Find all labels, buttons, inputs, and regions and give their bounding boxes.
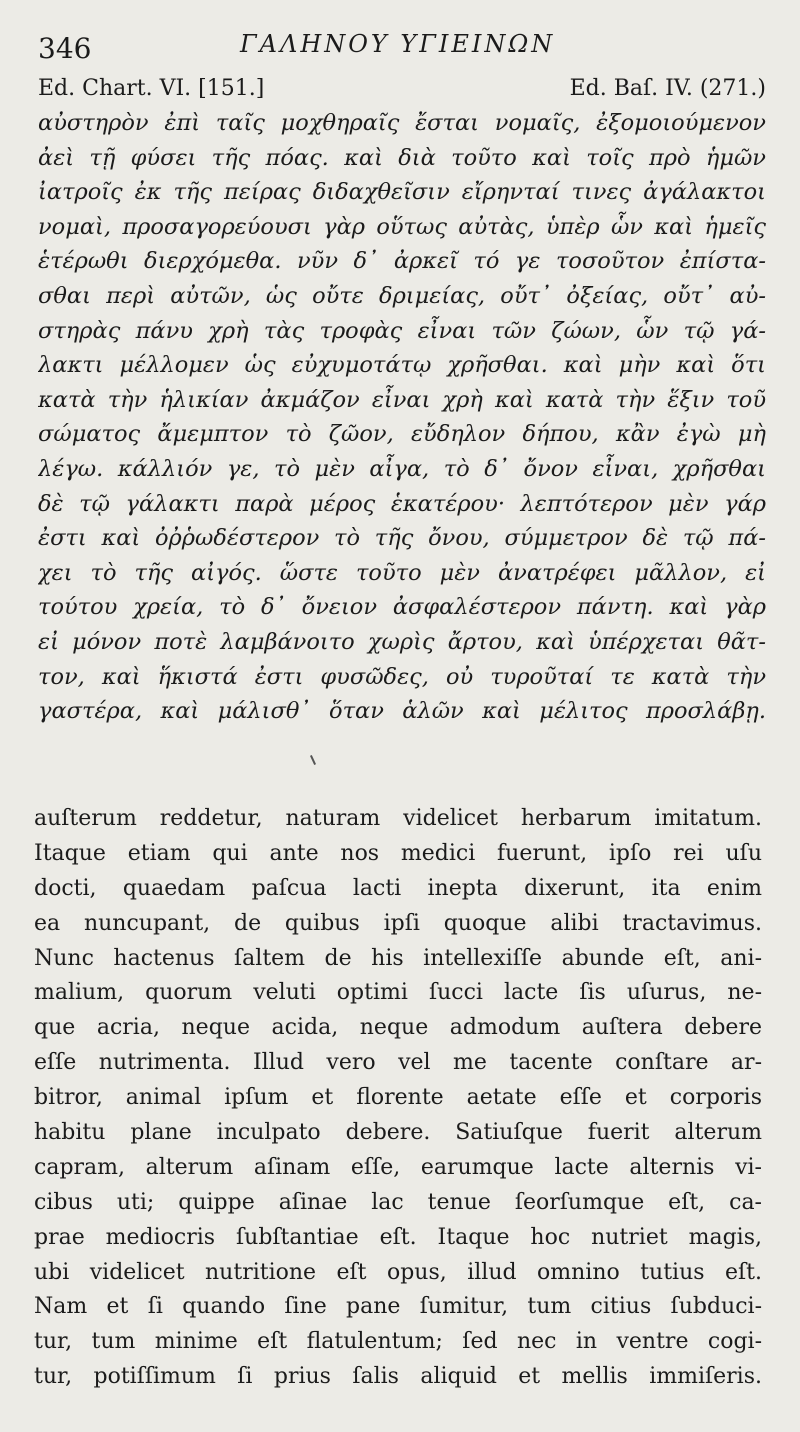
greek-text-line: σώματος ἄμεμπτον τὸ ζῶον, εὔδηλον δήπου, κἂν ἐγὼ μὴ <box>38 421 766 448</box>
greek-text-line: ἀεὶ τῇ φύσει τῆς πόας. καὶ διὰ τοῦτο καὶ τοῖς πρὸ ἡμῶν <box>38 144 766 171</box>
latin-text-line: tur, tum minime eſt flatulentum; ſed nec in ventre cogi- <box>34 1329 762 1355</box>
latin-text-block <box>34 802 762 1395</box>
greek-text-line: αὐστηρὸν ἐπὶ ταῖς μοχθηραῖς ἔσται νομαῖς, ἐξομοιούμενον <box>38 110 766 136</box>
page-number: 346 <box>38 32 92 65</box>
latin-text-line: Itaque etiam qui ante nos medici fuerunt, ipſo rei uſu <box>34 840 762 866</box>
latin-text-line: cibus uti; quippe aſinae lac tenue ſeorſumque eſt, ca- <box>34 1189 762 1215</box>
greek-text-line: τον, καὶ ἥκιστά ἐστι φυσῶδες, οὐ τυροῦταί τε κατὰ τὴν <box>38 663 766 690</box>
stray-mark <box>310 755 316 765</box>
greek-text-line: δὲ τῷ γάλακτι παρὰ μέρος ἑκατέρου· λεπτότερον μὲν γάρ <box>38 490 766 517</box>
latin-text-line: bitror, animal ipſum et florente aetate eſſe et corporis <box>34 1085 762 1111</box>
greek-text-line: σθαι περὶ αὐτῶν, ὡς οὔτε δριμείας, οὔτ᾽ ὀξείας, οὔτ᾽ αὐ- <box>38 282 766 309</box>
greek-text-line: νομαὶ, προσαγορεύουσι γὰρ οὕτως αὐτὰς, ὑπὲρ ὧν καὶ ἡμεῖς <box>38 213 766 240</box>
latin-text-line: que acria, neque acida, neque admodum auſtera debere <box>34 1015 762 1041</box>
latin-text-line: Nunc hactenus ſaltem de his intellexiſſe abunde eſt, ani- <box>34 945 762 971</box>
running-head <box>0 0 800 70</box>
greek-text-line: κατὰ τὴν ἡλικίαν ἀκμάζον εἶναι χρὴ καὶ κατὰ τὴν ἕξιν τοῦ <box>38 386 766 413</box>
greek-text-line: χει τὸ τῆς αἰγός. ὥστε τοῦτο μὲν ἀνατρέφει μᾶλλον, εἰ <box>38 559 766 586</box>
latin-text-line: habitu plane inculpato debere. Satiuſque fuerit alterum <box>34 1120 762 1146</box>
edition-reference-basel: Ed. Baſ. IV. (271.) <box>569 76 766 101</box>
latin-text-line: docti, quaedam paſcua lacti inepta dixerunt, ita enim <box>34 875 762 901</box>
latin-text-line: malium, quorum veluti optimi ſucci lacte ſis uſurus, ne- <box>34 980 762 1006</box>
edition-reference-chartier: Ed. Chart. VI. [151.] <box>38 76 265 101</box>
greek-text-line: ἰατροῖς ἐκ τῆς πείρας διδαχθεῖσιν εἴρηνταί τινες ἀγάλακτοι <box>38 179 766 206</box>
latin-text-line: tur, potiſſimum ſi prius ſalis aliquid et mellis immiſeris. <box>34 1364 762 1390</box>
running-title: ΓΑΛΗΝΟΥ ΥΓΙΕΙΝΩΝ <box>240 30 556 58</box>
greek-text-line: λέγω. κάλλιόν γε, τὸ μὲν αἶγα, τὸ δ᾽ ὄνον εἶναι, χρῆσθαι <box>38 455 766 482</box>
greek-text-line: εἰ μόνον ποτὲ λαμβάνοιτο χωρὶς ἄρτου, καὶ ὑπέρχεται θᾶτ- <box>38 628 766 655</box>
latin-text-line: ubi videlicet nutritione eſt opus, illud omnino tutius eſt. <box>34 1259 762 1285</box>
latin-text-line: capram, alterum aſinam eſſe, earumque lacte alternis vi- <box>34 1154 762 1180</box>
greek-text-block <box>38 106 766 729</box>
greek-text-line: τούτου χρεία, τὸ δ᾽ ὄνειον ἀσφαλέστερον πάντη. καὶ γὰρ <box>38 594 766 621</box>
latin-text-line: prae mediocris ſubſtantiae eſt. Itaque hoc nutriet magis, <box>34 1224 762 1250</box>
greek-text-line: γαστέρα, καὶ μάλισθ᾽ ὅταν ἁλῶν καὶ μέλιτος προσλάβῃ. <box>38 698 766 725</box>
greek-text-line: στηρὰς πάνυ χρὴ τὰς τροφὰς εἶναι τῶν ζώων, ὧν τῷ γά- <box>38 317 766 344</box>
greek-text-line: λακτι μέλλομεν ὡς εὐχυμοτάτῳ χρῆσθαι. καὶ μὴν καὶ ὅτι <box>38 352 766 379</box>
greek-text-line: ἐστι καὶ ὀῤῥωδέστερον τὸ τῆς ὄνου, σύμμετρον δὲ τῷ πά- <box>38 525 766 552</box>
latin-text-line: eſſe nutrimenta. Illud vero vel me tacente conſtare ar- <box>34 1050 762 1076</box>
latin-text-line: Nam et ſi quando ſine pane ſumitur, tum citius ſubduci- <box>34 1294 762 1320</box>
latin-text-line: auſterum reddetur, naturam videlicet herbarum imitatum. <box>34 806 762 831</box>
latin-text-line: ea nuncupant, de quibus ipſi quoque alibi tractavimus. <box>34 910 762 936</box>
greek-text-line: ἑτέρωθι διερχόμεθα. νῦν δ᾽ ἀρκεῖ τό γε τοσοῦτον ἐπίστα- <box>38 248 766 275</box>
